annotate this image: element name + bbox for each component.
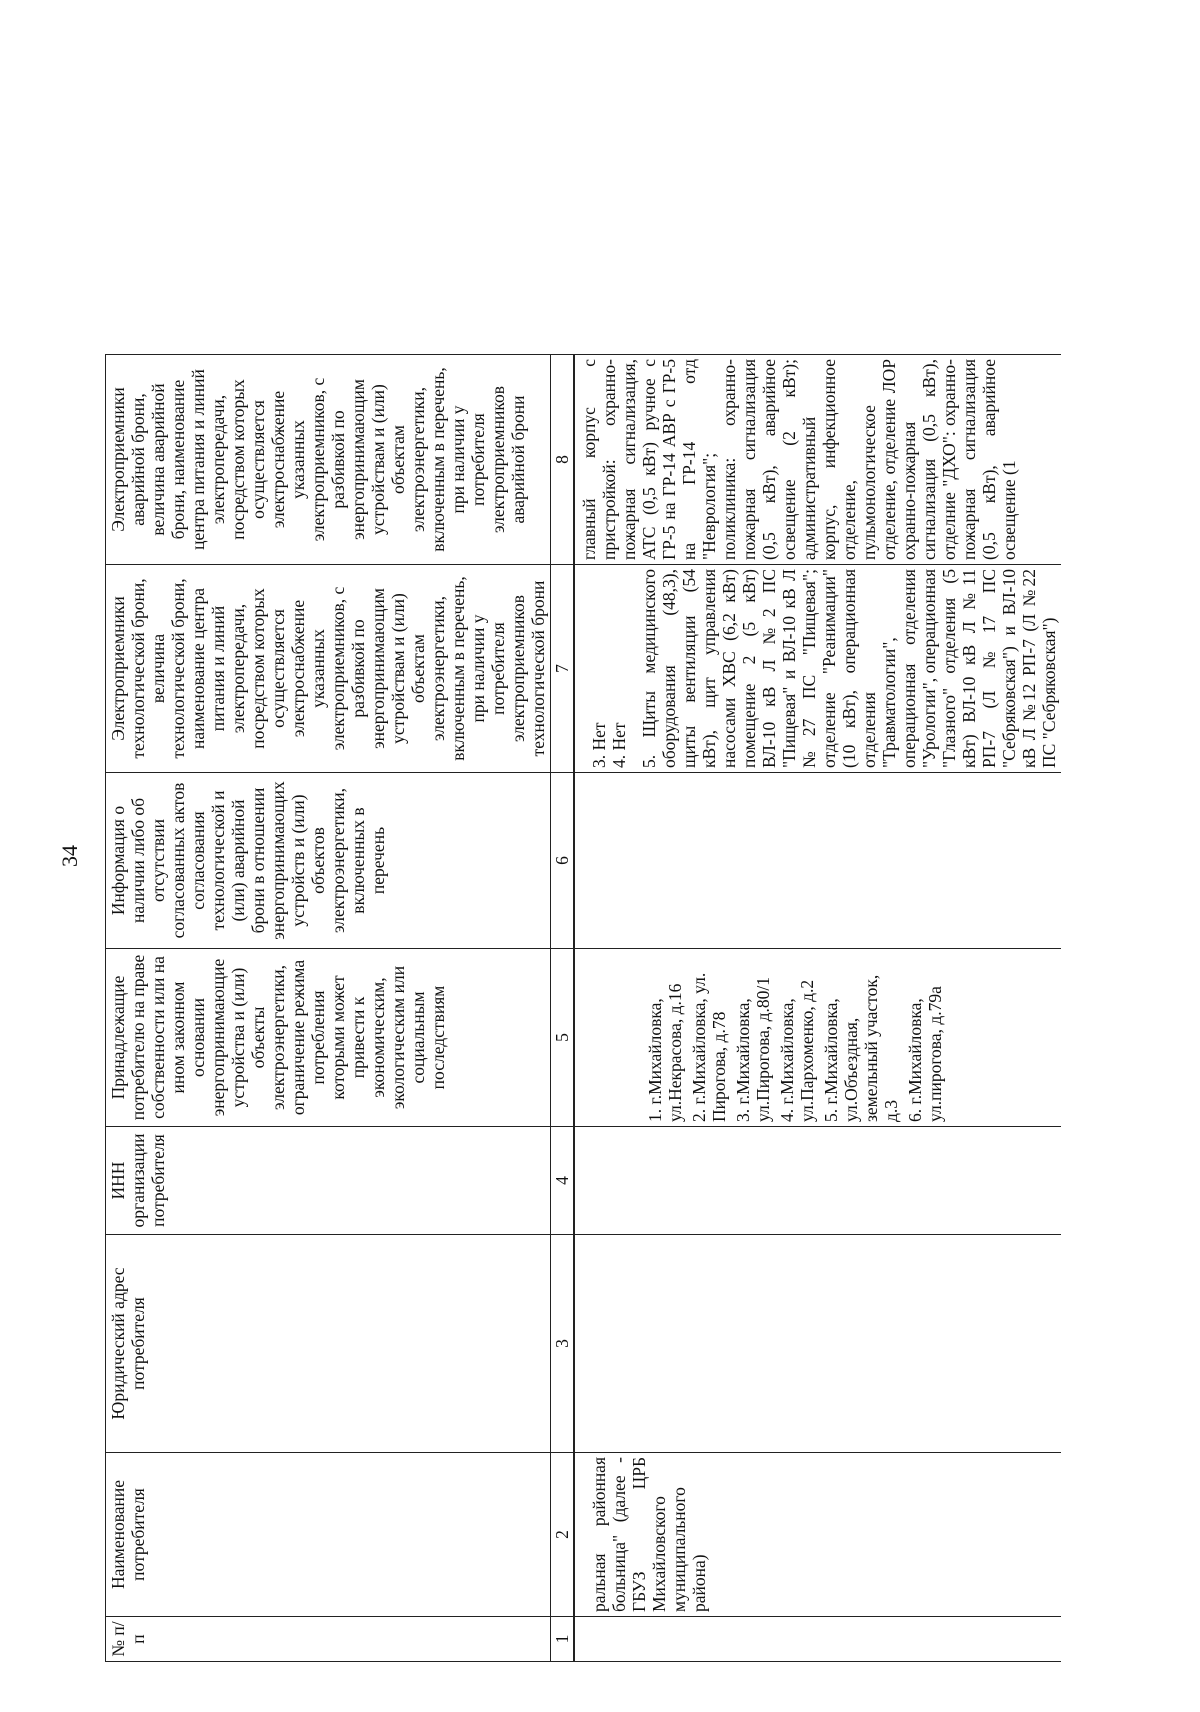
page-number: 34 [57,845,82,867]
emergency-reserve: главный корпус с пристройкой: охранно-пожарная сигнализация, АТС (0,5 кВт) ручное с ГР-5 на ГР-14 АВР с ГР-5 на ГР-14 отд "Неврология"; поликлиника: охранно-пожарная сигнализация (0,5 кВт), аварийное освещение (2 кВт); административный корпус, инфекционное отделение, пульмонологическое отделение, отделение ЛОР охранно-пожарная сигнализация (0,5 кВт), отделние "ДХО": охранно-пожарная сигнализация (0,5 кВт), аварийное освещение (1 [574,355,1061,565]
tech-reserve-item: 3. Нет [589,722,609,768]
agreements [574,773,1061,949]
header-agreements: Информация о наличии либо об отсутствии согласованных актов согласования технологической и (или) аварийной брони в отношении энергопринимающих устройств и (или) объектов электроэнергетики, включенных в перечень [106,773,551,949]
column-number: 8 [551,355,575,565]
object-item: 3. г.Михайловка, ул.Пирогова, д.80/1 [733,976,773,1122]
header-emergency-reserve: Электроприемники аварийной брони, величина аварийной брони, наименование центра питания и линий электропередачи, посредством которых осуществляется электроснабжение указанных электроприемников, с разбивкой по энергопринимающим устройствам и (или) объектам электроэнергетики, включенным в перечень, при наличии у потребителя электроприемников аварийной брони [106,355,551,565]
reserve-table [105,354,1061,1662]
header-objects: Принадлежащие потребителю на праве собственности или на ином законном основании энергопринимающие устройства и (или) объекты электроэнергетики, ограничение режима потребления которыми может привести к экономическим, экологическим или социальным последствиям [106,949,551,1127]
inn [574,1127,1061,1235]
tech-reserve-cell [574,565,1061,773]
column-number: 2 [551,1453,575,1617]
column-number: 6 [551,773,575,949]
objects-cell [574,949,1061,1127]
header-address: Юридический адрес потребителя [106,1235,551,1453]
object-item: 6. г.Михайловка, ул.пирогова, д.79а [905,986,945,1122]
column-number: 1 [551,1617,575,1662]
tech-reserve-item: 5. Щиты медицинского оборудования (48,3), щиты вентиляции (54 кВт), щит управления насосами ХВС (6,2 кВт) помещение 2 (5 кВт) ВЛ-10 кВ Л №2 ПС "Пищевая" и ВЛ-10 кВ Л №27 ПС "Пищевая"; отделение "Реанимации" (10 кВт), операционная отделения "Травматологии", операционная отделения "Урологии", операционная "Глазного" отделения (5 кВт) ВЛ-10 кВ Л №11 РП-7 (Л №17 ПС "Себряковская") и ВЛ-10 кВ Л №12 РП-7 (Л №22 ПС "Себряковская") [639,569,1059,768]
column-number: 3 [551,1235,575,1453]
column-number-row [551,355,575,1662]
object-item: 1. г.Михайловка, ул.Некрасова, д.16 [645,983,685,1122]
column-number: 5 [551,949,575,1127]
column-number: 4 [551,1127,575,1235]
object-item: 2. г.Михайловка, ул. Пирогова, д.78 [689,972,729,1122]
tech-reserve-item: 4. Нет [609,722,629,768]
column-number: 7 [551,565,575,773]
consumer-name: ральная районная больница" (далее - ГБУЗ ЦРБ Михайловского муниципального района) [574,1453,1061,1617]
header-inn: ИНН организации потребителя [106,1127,551,1235]
table-row [574,355,1061,1662]
object-item: 4. г.Михайловка, ул.Пархоменко, д.2 [777,979,817,1122]
header-tech-reserve: Электроприемники технологической брони, величина технологической брони, наименование центра питания и линий электропередачи, посредством которых осуществляется электроснабжение указанных электроприемников, с разбивкой по энергопринимающим устройствам и (или) объектам электроэнергетики, включенным в перечень, при наличии у потребителя электроприемников технологической брони [106,565,551,773]
header-name: Наименование потребителя [106,1453,551,1617]
header-num: № п/п [106,1617,551,1662]
legal-address [574,1235,1061,1453]
header-row [106,355,551,1662]
row-num [574,1617,1061,1662]
object-item: 5. г.Михайловка, ул.Объездная, земельный участок, д.3 [821,974,901,1122]
